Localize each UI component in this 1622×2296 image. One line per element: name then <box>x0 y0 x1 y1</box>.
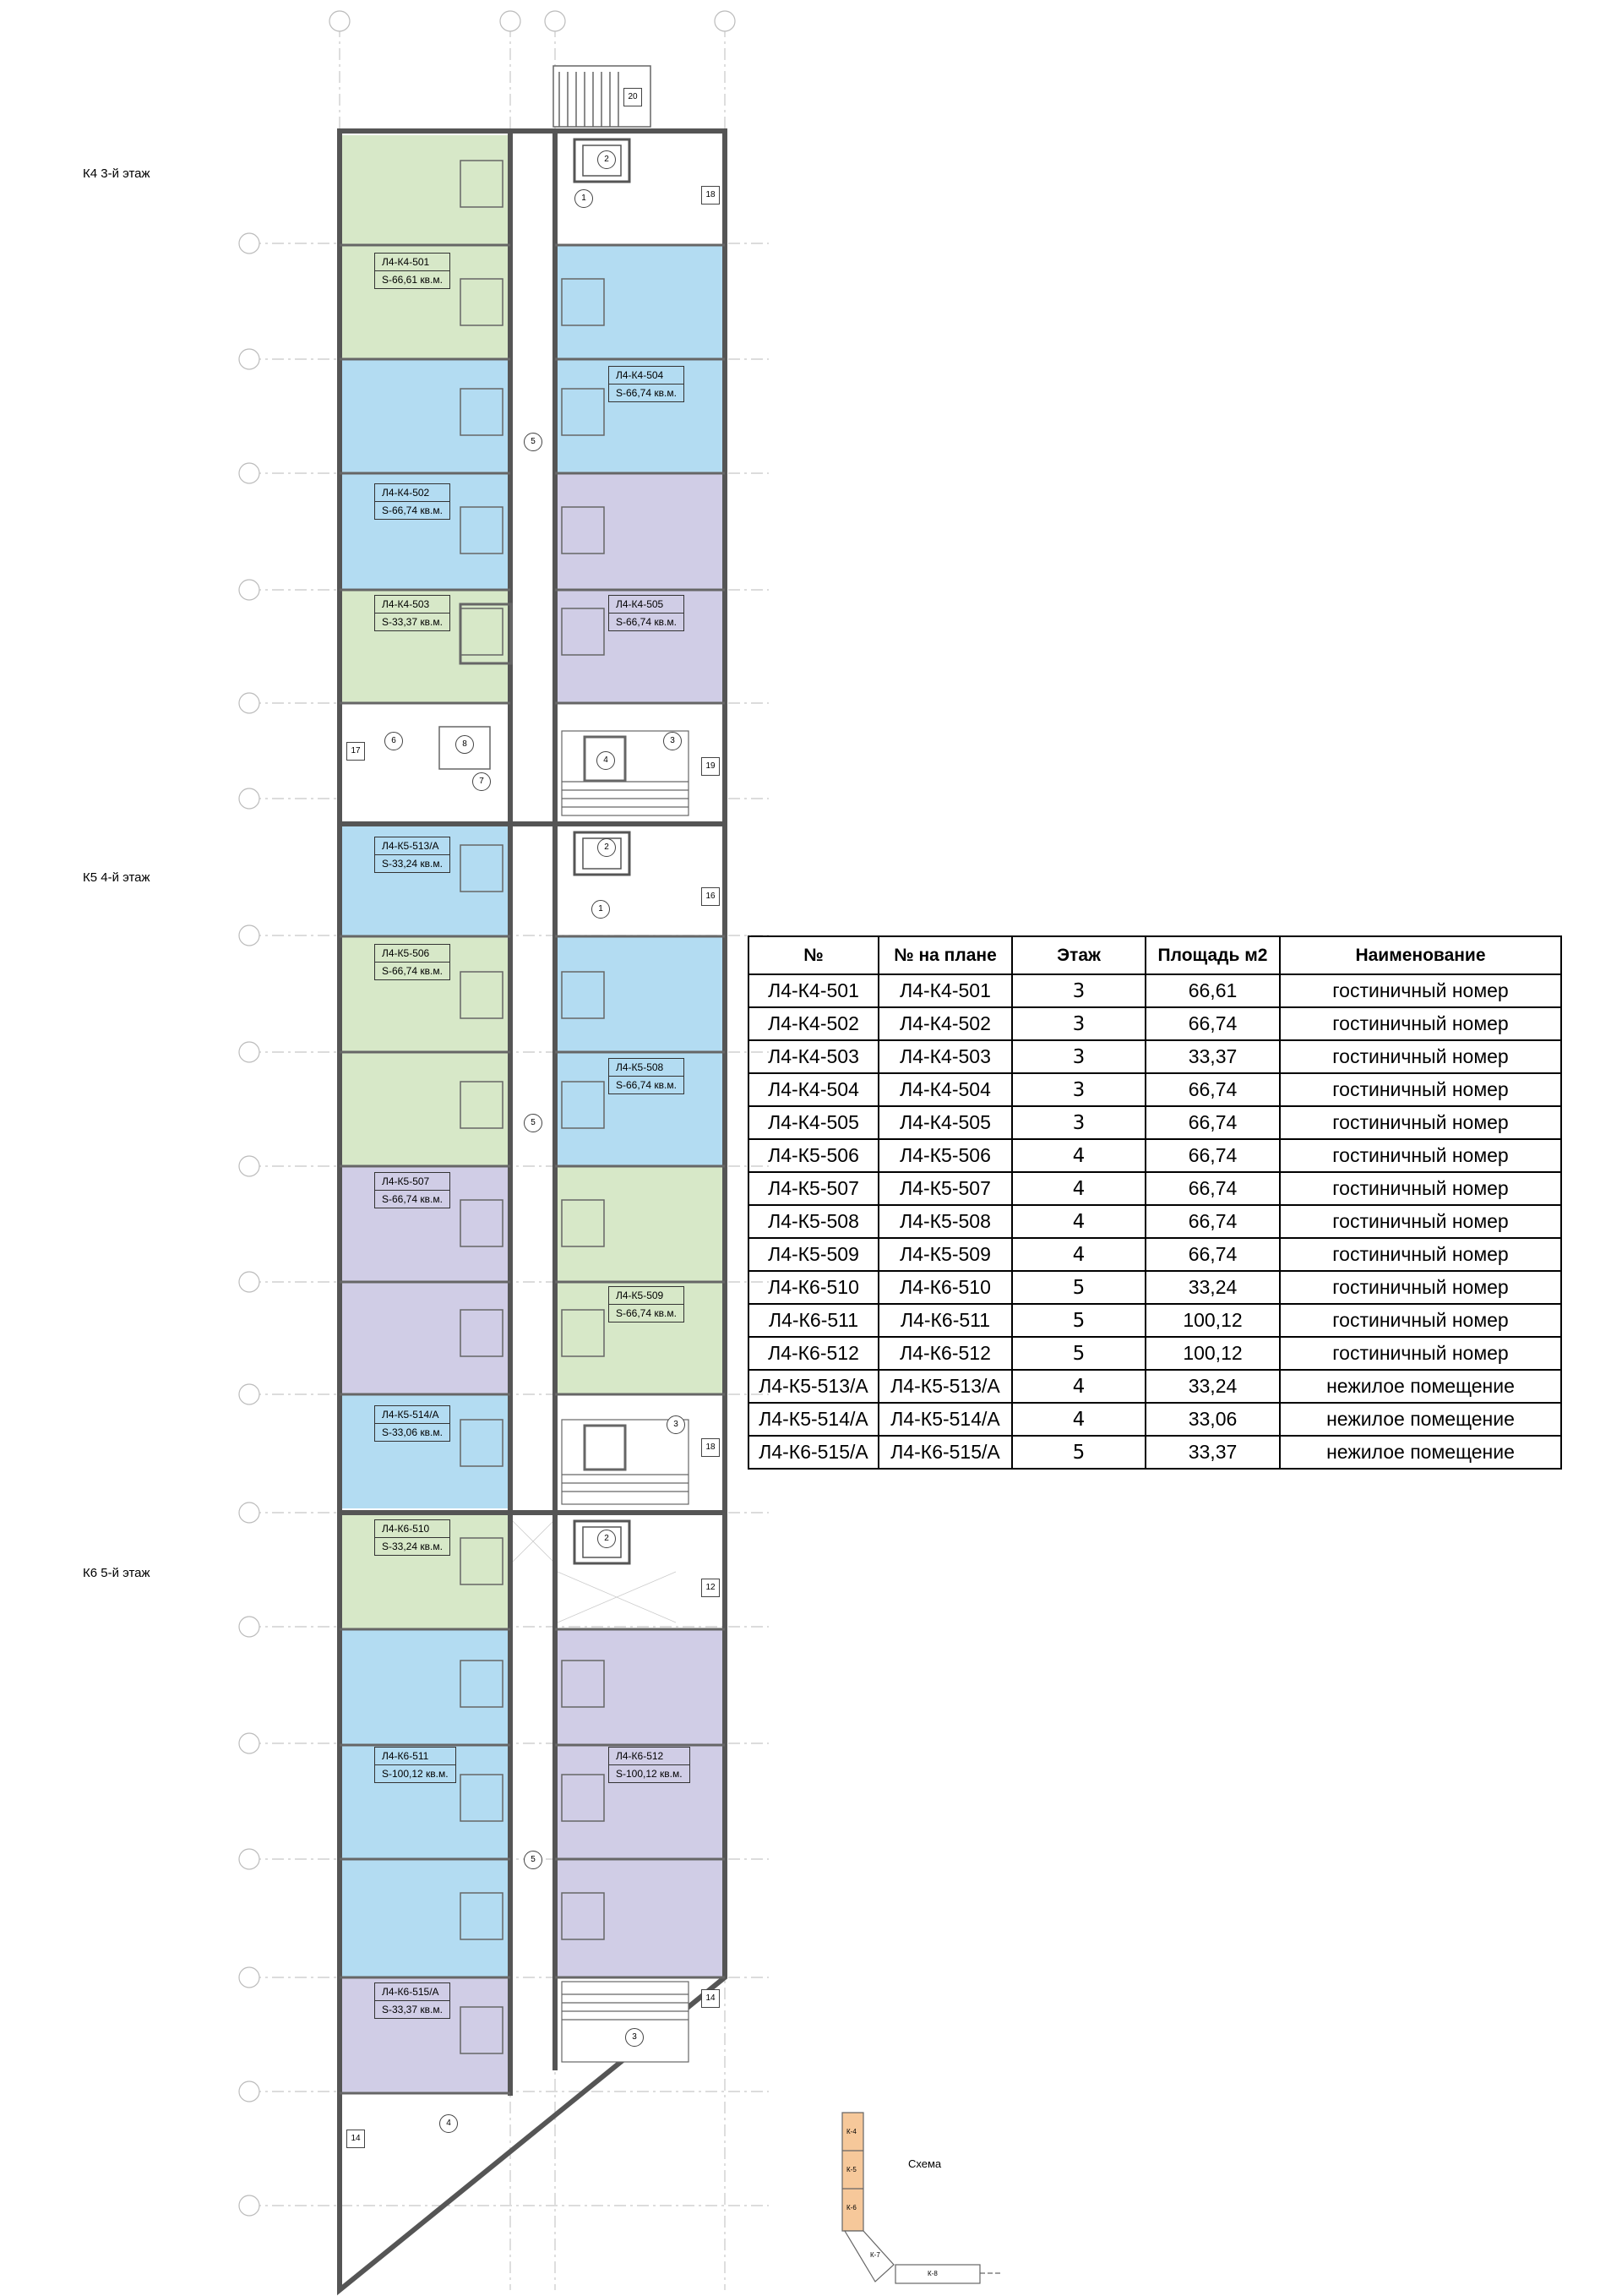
table-cell: 3 <box>1012 974 1146 1007</box>
floor-label-k4: К4 3-й этаж <box>83 166 150 181</box>
room-number: 3 <box>663 732 682 750</box>
table-cell: гостиничный номер <box>1280 1073 1561 1106</box>
room-number: 2 <box>597 1530 616 1548</box>
table-cell: 4 <box>1012 1238 1146 1271</box>
apartment-label <box>608 1747 690 1783</box>
apartment-label <box>374 595 450 631</box>
table-cell: 4 <box>1012 1205 1146 1238</box>
table-cell: 33,37 <box>1146 1436 1280 1469</box>
table-cell: 5 <box>1012 1271 1146 1304</box>
table-cell: гостиничный номер <box>1280 1337 1561 1370</box>
apartment-label <box>374 1172 450 1208</box>
table-cell: гостиничный номер <box>1280 1238 1561 1271</box>
table-cell: 100,12 <box>1146 1337 1280 1370</box>
table-row <box>748 1271 1561 1304</box>
apartment-label <box>374 483 450 520</box>
schema-section-label: К-5 <box>846 2166 857 2173</box>
apartment-area: S-66,74 кв.м. <box>609 1076 683 1093</box>
table-cell: Л4-К5-507 <box>879 1172 1012 1205</box>
table-row <box>748 1238 1561 1271</box>
room-number: 12 <box>701 1579 720 1597</box>
table-cell: 66,74 <box>1146 1139 1280 1172</box>
table-cell: Л4-К5-508 <box>748 1205 879 1238</box>
room-number: 17 <box>346 742 365 761</box>
table-cell: нежилое помещение <box>1280 1370 1561 1403</box>
apartment-label <box>608 1058 684 1094</box>
table-cell: Л4-К6-511 <box>748 1304 879 1337</box>
room-number: 6 <box>384 732 403 750</box>
room-number: 2 <box>597 838 616 857</box>
table-cell: 66,61 <box>1146 974 1280 1007</box>
apartment-label <box>374 253 450 289</box>
table-cell: гостиничный номер <box>1280 1139 1561 1172</box>
table-cell: Л4-К6-512 <box>748 1337 879 1370</box>
table-cell: Л4-К5-514/А <box>748 1403 879 1436</box>
apartment-area: S-66,74 кв.м. <box>609 384 683 401</box>
schema-section-label: К-7 <box>870 2251 880 2259</box>
apartment-code: Л4-К6-515/А <box>382 1986 439 1998</box>
table-row <box>748 1304 1561 1337</box>
table-cell: 66,74 <box>1146 1238 1280 1271</box>
table-cell: Л4-К4-501 <box>748 974 879 1007</box>
table-header-cell: № <box>748 936 879 974</box>
table-cell: гостиничный номер <box>1280 1007 1561 1040</box>
table-header-cell: Площадь м2 <box>1146 936 1280 974</box>
table-cell: Л4-К5-507 <box>748 1172 879 1205</box>
apartment-code: Л4-К6-510 <box>382 1523 430 1535</box>
table-cell: Л4-К5-514/А <box>879 1403 1012 1436</box>
table-cell: Л4-К6-515/А <box>748 1436 879 1469</box>
table-cell: Л4-К6-511 <box>879 1304 1012 1337</box>
table-row <box>748 1040 1561 1073</box>
room-number: 5 <box>524 1851 542 1869</box>
table-cell: 66,74 <box>1146 1106 1280 1139</box>
apartment-label <box>608 595 684 631</box>
apartment-area: S-33,24 кв.м. <box>375 1537 449 1555</box>
room-number: 2 <box>597 150 616 169</box>
table-cell: 66,74 <box>1146 1172 1280 1205</box>
apartment-code: Л4-К5-507 <box>382 1175 430 1187</box>
apartment-label <box>374 1405 450 1442</box>
apartment-code: Л4-К4-503 <box>382 598 430 610</box>
room-number: 4 <box>439 2114 458 2133</box>
table-row <box>748 1007 1561 1040</box>
table-cell: 4 <box>1012 1172 1146 1205</box>
apartment-area: S-66,61 кв.м. <box>375 270 449 288</box>
schema-label: Схема <box>908 2157 942 2170</box>
apartment-label <box>374 944 450 980</box>
table-row <box>748 1073 1561 1106</box>
room-number: 5 <box>524 433 542 451</box>
apartment-code: Л4-К5-513/А <box>382 840 439 852</box>
room-number: 3 <box>625 2028 644 2047</box>
apartment-area: S-100,12 кв.м. <box>609 1764 689 1782</box>
table-cell: 3 <box>1012 1040 1146 1073</box>
room-number: 5 <box>524 1114 542 1132</box>
apartment-area: S-33,37 кв.м. <box>375 613 449 630</box>
table-cell: Л4-К5-506 <box>748 1139 879 1172</box>
table-cell: Л4-К5-506 <box>879 1139 1012 1172</box>
table-header-cell: Наименование <box>1280 936 1561 974</box>
table-cell: 4 <box>1012 1403 1146 1436</box>
apartment-area: S-66,74 кв.м. <box>609 613 683 630</box>
table-cell: Л4-К5-509 <box>879 1238 1012 1271</box>
table-cell: 3 <box>1012 1007 1146 1040</box>
room-number: 1 <box>591 900 610 919</box>
table-cell: 4 <box>1012 1139 1146 1172</box>
table-row <box>748 1205 1561 1238</box>
room-number: 4 <box>596 751 615 770</box>
apartment-code: Л4-К4-502 <box>382 487 430 499</box>
table-cell: Л4-К6-510 <box>879 1271 1012 1304</box>
table-row <box>748 1403 1561 1436</box>
table-cell: Л4-К5-508 <box>879 1205 1012 1238</box>
table-cell: 5 <box>1012 1436 1146 1469</box>
apartment-code: Л4-К5-514/А <box>382 1409 439 1421</box>
table-cell: Л4-К6-510 <box>748 1271 879 1304</box>
table-cell: Л4-К4-504 <box>748 1073 879 1106</box>
table-row <box>748 1139 1561 1172</box>
table-cell: 33,06 <box>1146 1403 1280 1436</box>
table-header-cell: Этаж <box>1012 936 1146 974</box>
table-row <box>748 1106 1561 1139</box>
table-header-cell: № на плане <box>879 936 1012 974</box>
apartment-code: Л4-К5-508 <box>616 1061 664 1073</box>
table-cell: гостиничный номер <box>1280 1106 1561 1139</box>
table-cell: нежилое помещение <box>1280 1403 1561 1436</box>
table-cell: 3 <box>1012 1073 1146 1106</box>
table-cell: гостиничный номер <box>1280 1271 1561 1304</box>
block-k6 <box>340 1513 725 2290</box>
table-cell: гостиничный номер <box>1280 1205 1561 1238</box>
table-cell: Л4-К5-513/А <box>879 1370 1012 1403</box>
table-cell: Л4-К6-512 <box>879 1337 1012 1370</box>
room-number: 3 <box>667 1415 685 1434</box>
table-cell: 33,24 <box>1146 1370 1280 1403</box>
table-cell: 100,12 <box>1146 1304 1280 1337</box>
apartment-label <box>374 1747 456 1783</box>
table-cell: гостиничный номер <box>1280 1172 1561 1205</box>
apartment-label <box>374 837 450 873</box>
apartment-code: Л4-К4-504 <box>616 369 664 381</box>
room-number: 7 <box>472 772 491 791</box>
apartment-table <box>748 935 1562 1470</box>
table-cell: гостиничный номер <box>1280 974 1561 1007</box>
room-number: 20 <box>623 88 642 106</box>
table-cell: Л4-К4-505 <box>748 1106 879 1139</box>
apartment-code: Л4-К5-509 <box>616 1290 664 1301</box>
table-cell: Л4-К4-504 <box>879 1073 1012 1106</box>
table-cell: Л4-К4-503 <box>748 1040 879 1073</box>
table-row <box>748 1337 1561 1370</box>
table-cell: 33,24 <box>1146 1271 1280 1304</box>
apartment-code: Л4-К4-505 <box>616 598 664 610</box>
table-header-row <box>748 936 1561 974</box>
apartment-area: S-100,12 кв.м. <box>375 1764 455 1782</box>
apartment-area: S-66,74 кв.м. <box>375 1190 449 1208</box>
room-number: 14 <box>346 2130 365 2148</box>
table-cell: 33,37 <box>1146 1040 1280 1073</box>
apartment-code: Л4-К6-512 <box>616 1750 664 1762</box>
table-cell: Л4-К4-503 <box>879 1040 1012 1073</box>
floor-label-k5: К5 4-й этаж <box>83 870 150 885</box>
apartment-label <box>608 366 684 402</box>
room-number: 19 <box>701 757 720 776</box>
table-cell: 5 <box>1012 1337 1146 1370</box>
table-cell: 5 <box>1012 1304 1146 1337</box>
table-cell: Л4-К5-513/А <box>748 1370 879 1403</box>
table-cell: Л4-К4-505 <box>879 1106 1012 1139</box>
apartment-label <box>374 1982 450 2019</box>
apartment-area: S-33,06 кв.м. <box>375 1423 449 1441</box>
apartment-label <box>374 1519 450 1556</box>
table-cell: 3 <box>1012 1106 1146 1139</box>
table-cell: 66,74 <box>1146 1073 1280 1106</box>
room-number: 1 <box>574 189 593 208</box>
table-cell: 66,74 <box>1146 1007 1280 1040</box>
room-number: 14 <box>701 1989 720 2008</box>
schema-section-label: К-8 <box>928 2270 938 2277</box>
apartment-label <box>608 1286 684 1323</box>
schema-diagram <box>842 2113 1001 2283</box>
table-cell: гостиничный номер <box>1280 1304 1561 1337</box>
apartment-area: S-33,37 кв.м. <box>375 2000 449 2018</box>
table-cell: 4 <box>1012 1370 1146 1403</box>
room-number: 8 <box>455 735 474 754</box>
table-cell: гостиничный номер <box>1280 1040 1561 1073</box>
table-cell: 66,74 <box>1146 1205 1280 1238</box>
apartment-code: Л4-К5-506 <box>382 947 430 959</box>
room-number: 18 <box>701 1438 720 1457</box>
apartment-code: Л4-К6-511 <box>382 1750 429 1762</box>
apartment-area: S-66,74 кв.м. <box>609 1304 683 1322</box>
room-number: 18 <box>701 186 720 205</box>
table-row <box>748 1370 1561 1403</box>
table-cell: Л4-К6-515/А <box>879 1436 1012 1469</box>
table-cell: Л4-К4-501 <box>879 974 1012 1007</box>
apartment-code: Л4-К4-501 <box>382 256 430 268</box>
schema-section-label: К-4 <box>846 2128 857 2135</box>
table-cell: Л4-К4-502 <box>748 1007 879 1040</box>
apartment-area: S-33,24 кв.м. <box>375 854 449 872</box>
table-cell: нежилое помещение <box>1280 1436 1561 1469</box>
table-row <box>748 974 1561 1007</box>
table-row <box>748 1172 1561 1205</box>
floor-label-k6: К6 5-й этаж <box>83 1566 150 1580</box>
apartment-area: S-66,74 кв.м. <box>375 501 449 519</box>
table-row <box>748 1436 1561 1469</box>
table-cell: Л4-К4-502 <box>879 1007 1012 1040</box>
schema-section-label: К-6 <box>846 2204 857 2211</box>
room-number: 16 <box>701 887 720 906</box>
table-cell: Л4-К5-509 <box>748 1238 879 1271</box>
block-k4 <box>340 131 725 824</box>
apartment-area: S-66,74 кв.м. <box>375 962 449 979</box>
